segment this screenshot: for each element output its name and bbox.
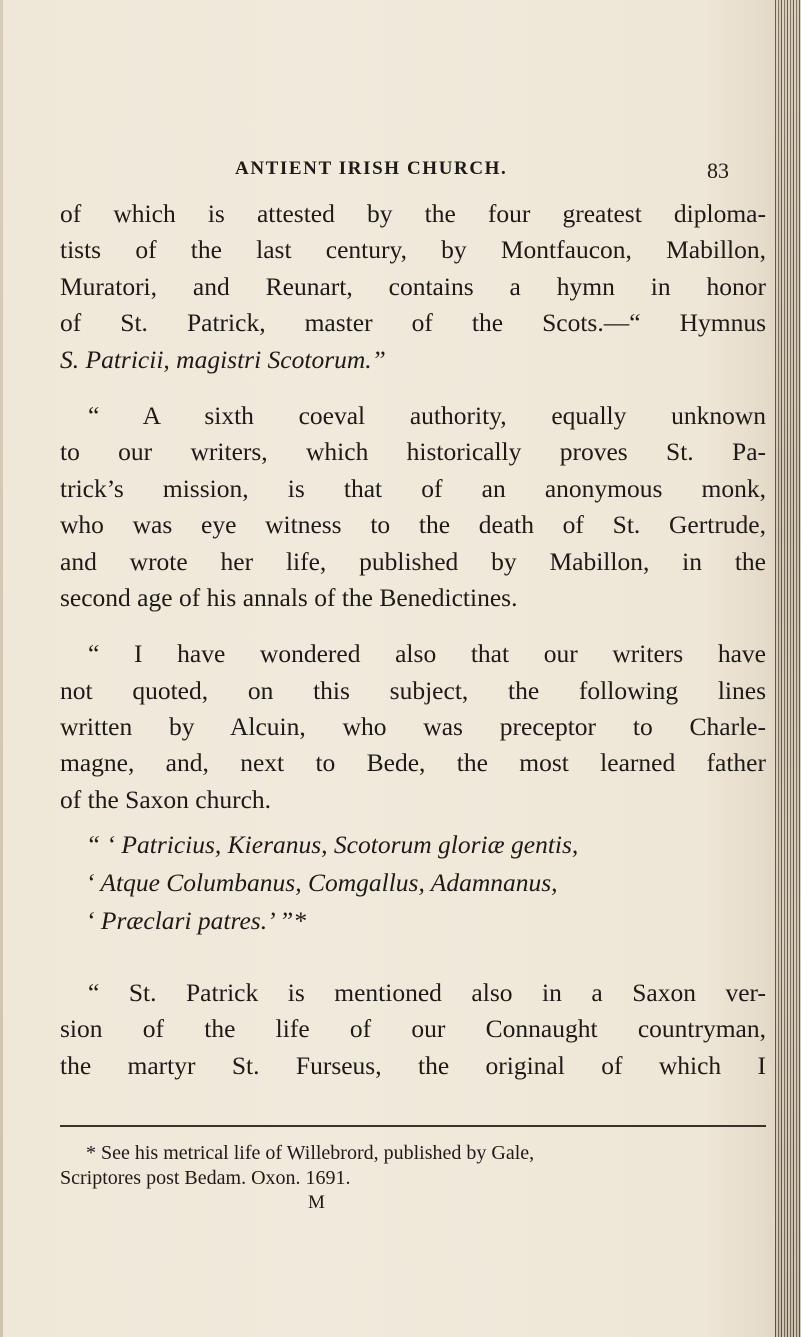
- paragraph-2: [60, 398, 766, 616]
- page-header: [0, 158, 801, 188]
- text-line: and wrote her life, published by Mabillon, in the: [60, 546, 766, 576]
- text-line: trick’s mission, is that of an anonymous monk,: [60, 473, 766, 503]
- text-line: “ St. Patrick is mentioned also in a Saxon ver-: [88, 978, 766, 1007]
- text-line: S. Patricii, magistri Scotorum.”: [60, 344, 386, 374]
- body-text: [60, 196, 766, 818]
- footnote-line: Scriptores post Bedam. Oxon. 1691.: [60, 1167, 351, 1189]
- page-left-edge: [0, 0, 3, 1337]
- text-line: magne, and, next to Bede, the most learned father: [60, 748, 766, 778]
- text-line: to our writers, which historically proves St. Pa-: [60, 437, 766, 467]
- running-head: ANTIENT IRISH CHURCH.: [235, 158, 508, 179]
- latin-verse-quote: [86, 826, 578, 940]
- text-line: not quoted, on this subject, the following lines: [60, 675, 766, 705]
- paragraph-3: [60, 636, 766, 818]
- final-paragraph: [60, 975, 766, 1084]
- signature-mark: M: [308, 1192, 326, 1213]
- text-line: of which is attested by the four greatest diploma-: [60, 199, 766, 228]
- text-line: written by Alcuin, who was preceptor to Charle-: [60, 712, 766, 742]
- text-line: “ I have wondered also that our writers have: [88, 639, 766, 669]
- verse-line: ‘ Præclari patres.’ ”*: [86, 906, 307, 935]
- footnote-line: * See his metrical life of Willebrord, published by Gale,: [86, 1142, 535, 1164]
- text-line: tists of the last century, by Montfaucon, Mabillon,: [60, 235, 766, 265]
- text-line: the martyr St. Furseus, the original of which I: [60, 1050, 766, 1080]
- text-line: of the Saxon church.: [60, 784, 272, 814]
- text-line: second age of his annals of the Benedictines.: [60, 582, 518, 612]
- text-line: sion of the life of our Connaught countryman,: [60, 1014, 766, 1044]
- page-number: 83: [707, 158, 729, 183]
- text-line: Muratori, and Reunart, contains a hymn in honor: [60, 271, 766, 301]
- text-line: who was eye witness to the death of St. Gertrude,: [60, 510, 766, 540]
- book-binding-edge: [775, 0, 801, 1337]
- text-line: of St. Patrick, master of the Scots.—“ Hymnus: [60, 308, 766, 338]
- text-line: “ A sixth coeval authority, equally unknown: [88, 400, 766, 430]
- footnote: [60, 1141, 766, 1191]
- footnote-divider: [60, 1125, 766, 1127]
- verse-line: ‘ Atque Columbanus, Comgallus, Adamnanus,: [86, 868, 558, 897]
- verse-line: “ ‘ Patricius, Kieranus, Scotorum gloriæ gentis,: [86, 830, 579, 859]
- paragraph-1: [60, 196, 766, 378]
